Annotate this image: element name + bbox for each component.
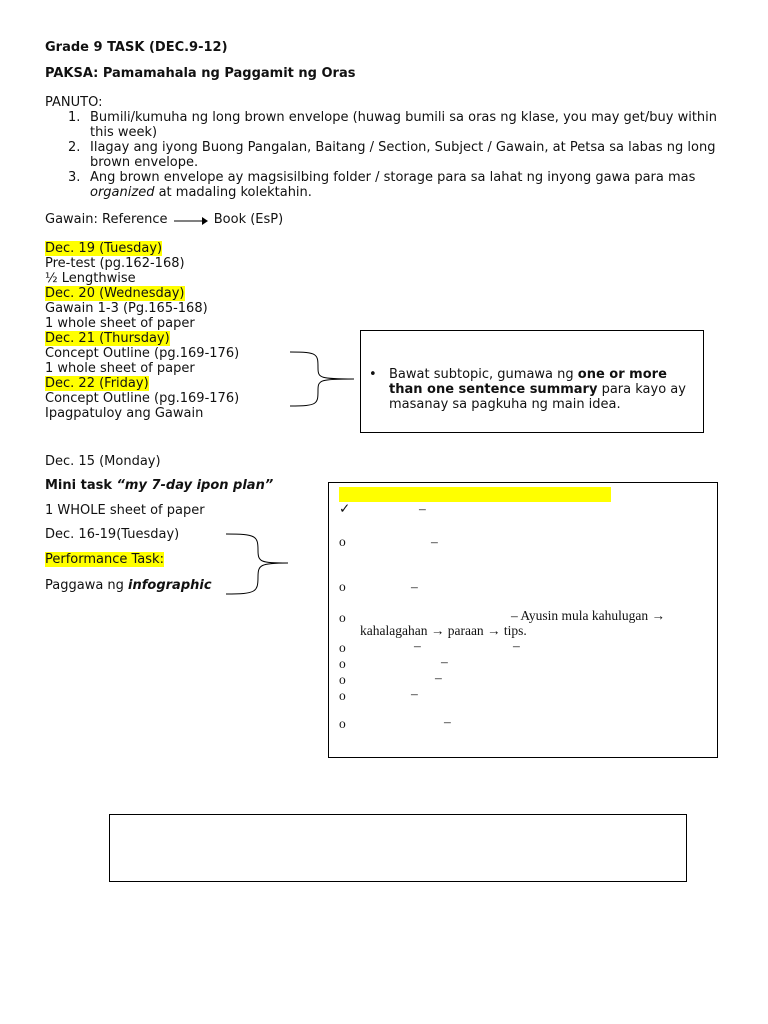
schedule-line: 1 whole sheet of paper bbox=[45, 361, 195, 376]
dash: – bbox=[411, 686, 418, 701]
mini-task bbox=[45, 478, 273, 493]
circle-bullet-icon: o bbox=[339, 579, 346, 594]
gawain-reference bbox=[45, 212, 283, 227]
schedule-line: Concept Outline (pg.169-176) bbox=[45, 346, 240, 361]
empty-box bbox=[109, 814, 687, 882]
schedule-line: Gawain 1-3 (Pg.165-168) bbox=[45, 301, 208, 316]
gawain-book: Book (EsP) bbox=[213, 212, 284, 227]
circle-bullet-icon: o bbox=[339, 610, 346, 625]
schedule-date: Dec. 21 (Thursday) bbox=[45, 331, 170, 346]
schedule-line: ½ Lengthwise bbox=[45, 271, 136, 286]
checklist-box bbox=[328, 482, 718, 758]
circle-bullet-icon: o bbox=[339, 656, 346, 671]
dash: – bbox=[441, 654, 448, 669]
dash: – bbox=[435, 670, 442, 685]
dash: – bbox=[431, 534, 438, 549]
panuto-item bbox=[45, 140, 735, 170]
brace-icon bbox=[288, 350, 358, 410]
sheet-requirement: 1 WHOLE sheet of paper bbox=[45, 503, 205, 518]
schedule-line: Pre-test (pg.162-168) bbox=[45, 256, 185, 271]
ayusin-line-2: kahalagahan → paraan → tips. bbox=[360, 623, 527, 638]
mini-task-label: Mini task bbox=[45, 478, 117, 493]
paksa-heading: PAKSA: Pamamahala ng Paggamit ng Oras bbox=[45, 66, 356, 81]
circle-bullet-icon: o bbox=[339, 640, 346, 655]
item-text: Ang brown envelope ay magsisilbing folder / storage para sa lahat ng inyong gawa para mas bbox=[90, 170, 696, 185]
highlight-bar bbox=[339, 487, 611, 502]
item-number: 1. bbox=[68, 110, 81, 125]
schedule-date: Dec. 22 (Friday) bbox=[45, 376, 149, 391]
note-text-post: para kayo ay masanay sa pagkuha ng main idea. bbox=[389, 382, 686, 412]
paggawa-text: Paggawa ng bbox=[45, 578, 129, 593]
schedule-entry bbox=[45, 241, 239, 286]
schedule-entry bbox=[45, 376, 239, 421]
item-number: 3. bbox=[68, 170, 81, 185]
note-text-pre: Bawat subtopic, gumawa ng bbox=[389, 367, 578, 382]
schedule-date: Dec. 19 (Tuesday) bbox=[45, 241, 163, 256]
date-dec15: Dec. 15 (Monday) bbox=[45, 454, 161, 469]
circle-bullet-icon: o bbox=[339, 716, 346, 731]
circle-bullet-icon: o bbox=[339, 688, 346, 703]
circle-bullet-icon: o bbox=[339, 534, 346, 549]
page-title: Grade 9 TASK (DEC.9-12) bbox=[45, 40, 228, 55]
item-number: 2. bbox=[68, 140, 81, 155]
checkmark-icon: ✓ bbox=[339, 501, 351, 516]
bullet-icon: • bbox=[369, 367, 377, 382]
dash: – bbox=[513, 638, 520, 653]
ayusin-line-1: – Ayusin mula kahulugan → bbox=[511, 608, 665, 623]
schedule-entry bbox=[45, 331, 239, 376]
item-emphasis: organized bbox=[90, 185, 155, 200]
paggawa-line bbox=[45, 578, 212, 593]
item-text: Ilagay ang iyong Buong Pangalan, Baitang / Section, Subject / Gawain, at Petsa sa labas ng long brown envelope. bbox=[90, 140, 716, 170]
item-text: at madaling kolektahin. bbox=[154, 185, 312, 200]
infographic-text: infographic bbox=[128, 578, 212, 593]
dash: – bbox=[419, 501, 426, 516]
note-text bbox=[369, 367, 689, 412]
brace-icon bbox=[224, 532, 292, 598]
dash: – bbox=[414, 638, 421, 653]
schedule-date: Dec. 20 (Wednesday) bbox=[45, 286, 185, 301]
arrow-right-icon bbox=[174, 215, 208, 225]
gawain-label: Gawain: Reference bbox=[45, 212, 168, 227]
panuto-list bbox=[45, 110, 735, 200]
note-text-bold: one or more than one sentence summary bbox=[389, 367, 667, 397]
performance-task-label: Performance Task: bbox=[45, 552, 164, 567]
panuto-item bbox=[45, 110, 735, 140]
panuto-item bbox=[45, 170, 735, 200]
schedule-list bbox=[45, 241, 239, 421]
dash: – bbox=[444, 714, 451, 729]
panuto-label: PANUTO: bbox=[45, 95, 103, 110]
schedule-line: Concept Outline (pg.169-176) bbox=[45, 391, 240, 406]
circle-bullet-icon: o bbox=[339, 672, 346, 687]
dash: – bbox=[411, 579, 418, 594]
schedule-line: Ipagpatuloy ang Gawain bbox=[45, 406, 204, 421]
item-text: Bumili/kumuha ng long brown envelope (huwag bumili sa oras ng klase, you may get/buy within this week) bbox=[90, 110, 718, 140]
schedule-entry bbox=[45, 286, 239, 331]
schedule-line: 1 whole sheet of paper bbox=[45, 316, 195, 331]
note-box bbox=[360, 330, 704, 433]
mini-task-title: “my 7-day ipon plan” bbox=[116, 478, 274, 493]
date-dec16-19: Dec. 16-19(Tuesday) bbox=[45, 527, 180, 542]
